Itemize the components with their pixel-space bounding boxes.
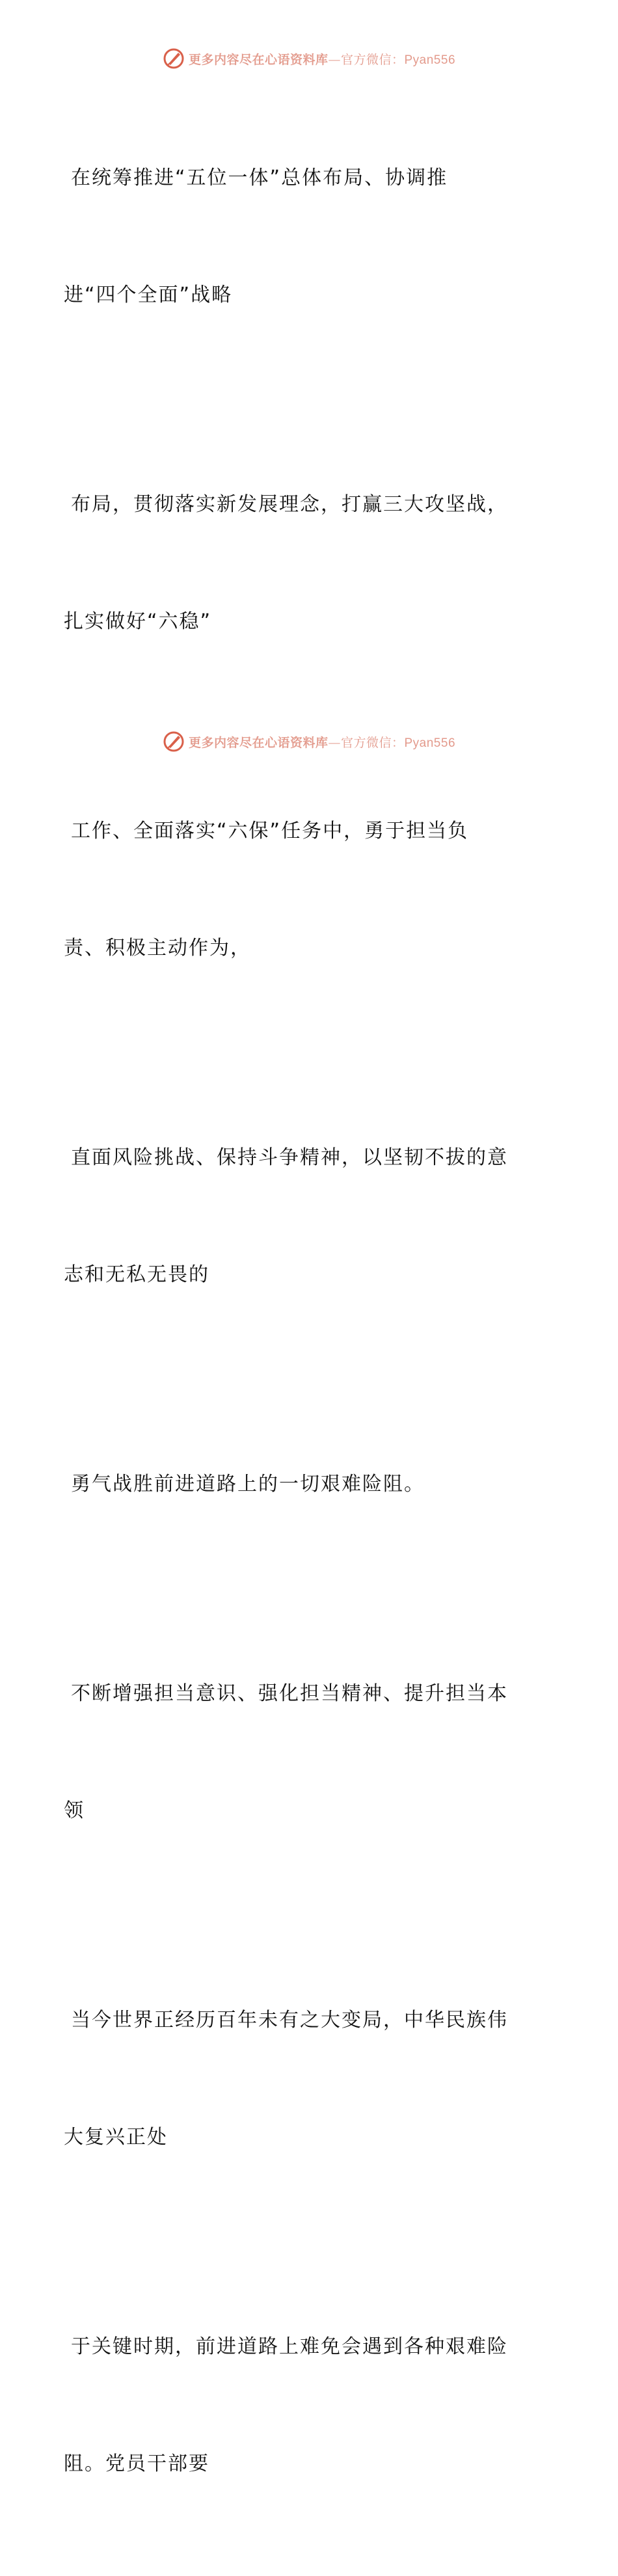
watermark-dash: — [328,735,341,750]
watermark-dash: — [328,52,341,67]
quill-seal-icon [163,47,185,70]
paragraph [64,734,545,1046]
watermark-contact: 官方微信：Pyan556 [341,736,456,750]
paragraph-line: 不断增强担当意识、强化担当精神、提升担当本 [71,1682,508,1705]
document-body [64,81,545,2576]
paragraph-line: 布局，贯彻落实新发展理念，打赢三大攻坚战， [71,493,508,516]
paragraph-line: 志和无私无畏的 [64,1263,209,1286]
paragraph-line: 进“四个全面”战略 [64,284,233,306]
paragraph-line: 领 [64,1799,85,1822]
paragraph-line: 责、积极主动作为， [64,937,251,959]
paragraph-line: 大复兴正处 [64,2126,168,2149]
paragraph [64,1060,545,1373]
paragraph [64,2249,545,2562]
paragraph [64,1923,545,2235]
quill-seal-icon [163,731,185,753]
paragraph-line: 勇气战胜前进道路上的一切艰难险阻。 [71,1473,425,1496]
watermark-text [189,733,455,751]
paragraph-line: 当今世界正经历百年未有之大变局，中华民族伟 [71,2009,508,2032]
watermark-contact: 官方微信：Pyan556 [341,53,456,67]
paragraph [64,1387,545,1582]
paragraph-line: 直面风险挑战、保持斗争精神，以坚韧不拔的意 [71,1146,508,1169]
footer-watermark [0,729,618,755]
paragraph-line: 于关键时期，前进道路上难免会遇到各种艰难险 [71,2335,508,2358]
paragraph-line: 工作、全面落实“六保”任务中，勇于担当负 [71,820,469,842]
paragraph-line: 扎实做好“六稳” [64,610,212,633]
paragraph [64,1596,545,1909]
paragraph [64,81,545,393]
watermark-text [189,50,455,68]
paragraph-line: 阻。党员干部要 [64,2452,209,2475]
paragraph [64,407,545,719]
watermark-brand: 更多内容尽在心语资料库 [188,52,329,67]
watermark-brand: 更多内容尽在心语资料库 [188,735,329,750]
paragraph-line: 在统筹推进“五位一体”总体布局、协调推 [71,167,448,189]
header-watermark [0,46,618,72]
